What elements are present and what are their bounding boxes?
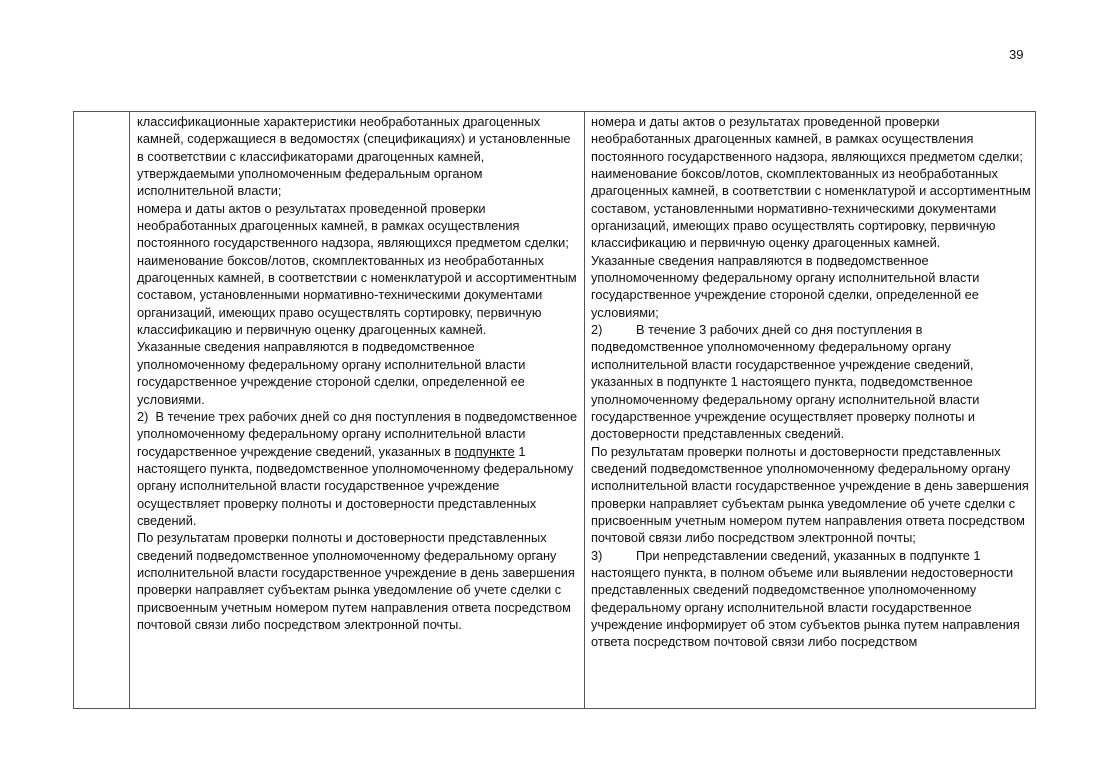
left-paragraph-3: наименование боксов/лотов, скомплектованных из необработанных драгоценных камней, в соответствии с номенклатурой и ассортиментным составом, установленными нормативно-техническими документами организаций, имеющих право осуществлять сортировку, первичную классификацию и первичную оценку драгоценных камней.: [137, 252, 581, 338]
comparison-table: [73, 111, 1036, 709]
left-paragraph-6: По результатам проверки полноты и достоверности представленных сведений подведомственное уполномоченному федеральному органу исполнительной власти государственное учреждение в день завершения проверки направляет субъектам рынка уведомление об учете сделки с присвоенным учетным номером путем направления ответа посредством почтовой связи либо посредством электронной почты.: [137, 530, 579, 632]
left-paragraph-5-text-b: 1 настоящего пункта, подведомственное уполномоченному федеральному органу исполнительной власти государственное учреждение осуществляет проверку полноты и достоверности представленных сведений.: [137, 443, 577, 528]
right-column: [585, 112, 1035, 708]
subparagraph-link[interactable]: подпункте: [454, 443, 515, 459]
right-paragraph-1: номера и даты актов о результатах проведенной проверки необработанных драгоценных камней, в рамках осуществления постоянного государственного надзора, являющихся предметом сделки;: [591, 114, 1023, 164]
right-paragraph-5: По результатам проверки полноты и достоверности представленных сведений подведомственное уполномоченному федеральному органу исполнительной власти государственное учреждение в день завершения проверки направляет субъектам рынка уведомление об учете сделки с присвоенным учетным номером путем направления ответа посредством почтовой связи либо посредством электронной почты;: [591, 443, 1033, 546]
right-paragraph-4-text: В течение 3 рабочих дней со дня поступления в подведомственное уполномоченному федеральному органу исполнительной власти государственное учреждение сведений, указанных в подпункте 1 настоящего пункта, подведомственное уполномоченному федеральному органу исполнительной власти государственное учреждение осуществляет проверку полноты и достоверности представленных сведений.: [591, 322, 984, 442]
right-paragraph-4: [591, 321, 1031, 442]
right-paragraph-6: [591, 547, 1031, 651]
empty-column: [74, 112, 130, 708]
left-column: [130, 112, 585, 708]
left-paragraph-2: номера и даты актов о результатах проведенной проверки необработанных драгоценных камней, в рамках осуществления постоянного государственного надзора, являющихся предметом сделки;: [137, 200, 569, 251]
item-number-3: 3): [591, 547, 603, 563]
left-paragraph-5: [137, 408, 580, 529]
right-paragraph-2: наименование боксов/лотов, скомплектованных из необработанных драгоценных камней, в соответствии с номенклатурой и ассортиментным составом, установленными нормативно-техническими документами организаций, имеющих право осуществлять сортировку, первичную классификацию и первичную оценку драгоценных камней.: [591, 166, 1035, 251]
right-paragraph-3: Указанные сведения направляются в подведомственное уполномоченному федеральному органу исполнительной власти государственное учреждение стороной сделки, определенной ее условиями;: [591, 252, 984, 320]
page-number: 39: [1009, 47, 1024, 62]
left-paragraph-1: классификационные характеристики необработанных драгоценных камней, содержащиеся в ведомостях (спецификациях) и установленные в соответствии с классификаторами драгоценных камней, утверждаемыми уполномоченным федеральным органом исполнительной власти;: [137, 114, 575, 199]
left-paragraph-4: Указанные сведения направляются в подведомственное уполномоченному федеральному органу исполнительной власти государственное учреждение стороной сделки, определенной ее условиями.: [137, 339, 530, 407]
left-paragraph-5-text-a: 2) В течение трех рабочих дней со дня поступления в подведомственное уполномоченному федеральному органу исполнительной власти государственное учреждение сведений, указанных в: [137, 408, 581, 459]
right-paragraph-6-text: При непредставлении сведений, указанных в подпункте 1 настоящего пункта, в полном объеме или выявлении недостоверности представленных сведений подведомственное уполномоченному федеральному органу исполнительной власти государственное учреждение информирует об этом субъектов рынка путем направления ответа посредством почтовой связи либо посредством: [591, 547, 1024, 650]
item-number-2: 2): [591, 322, 603, 338]
